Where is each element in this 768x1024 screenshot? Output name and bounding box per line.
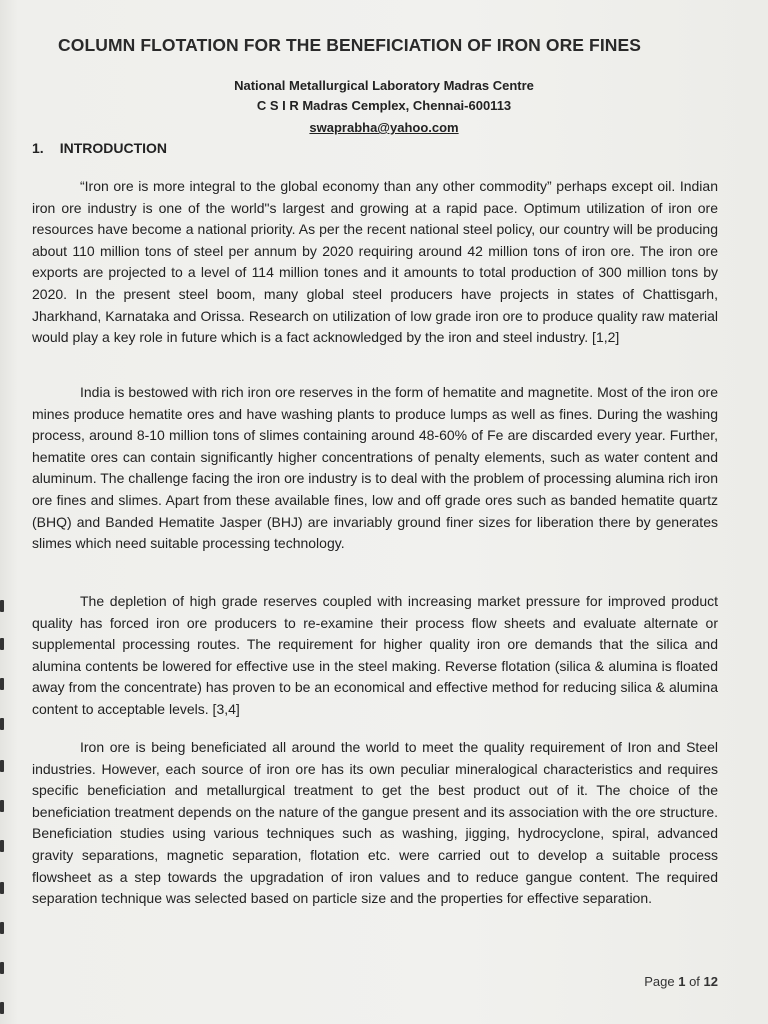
author-email: swaprabha@yahoo.com: [309, 120, 459, 135]
affiliation-line-1: National Metallurgical Laboratory Madras Centre: [234, 78, 534, 93]
page-footer: [644, 974, 718, 989]
section-heading: [32, 140, 167, 156]
page-of: of: [689, 974, 700, 989]
page-label: Page: [644, 974, 675, 989]
section-number: 1.: [32, 140, 44, 156]
paragraph-3: The depletion of high grade reserves coupled with increasing market pressure for improved product quality has forced iron ore producers to re-examine their process flow sheets and evaluate alternate or supplemental processing routes. The requirement for higher quality iron ore demands that the silica and alumina contents be lowered for effective use in the steel making. Reverse flotation (silica & alumina is floated away from the concentrate) has proven to be an economical and effective method for reducing silica & alumina content to acceptable levels. [3,4]: [32, 593, 718, 717]
paragraph-1: “Iron ore is more integral to the global economy than any other commodity” perhaps except oil. Indian iron ore industry is one of the world"s largest and growing at a rapid pace. Optimum utilization of iron ore resources have become a national priority. As per the recent national steel policy, our country will be producing about 110 million tons of steel per annum by 2020 requiring around 42 million tons of iron ore. The iron ore exports are projected to a level of 114 million tones and it amounts to total production of 300 million tons by 2020. In the present steel boom, many global steel producers have projects in states of Chattisgarh, Jharkhand, Karnataka and Orissa. Research on utilization of low grade iron ore to produce quality raw material would play a key role in future which is a fact acknowledged by the iron and steel industry. [1,2]: [32, 178, 718, 346]
paragraph-4: Iron ore is being beneficiated all around the world to meet the quality requirement of Iron and Steel industries. However, each source of iron ore has its own peculiar mineralogical characteristics and requires specific beneficiation and metallurgical treatment to get the best product out of it. The choice of the beneficiation treatment depends on the nature of the gangue present and its association with the ore structure. Beneficiation studies using various techniques such as washing, jigging, hydrocyclone, spiral, advanced gravity separations, magnetic separation, flotation etc. were carried out to develop a suitable process flowsheet as a step towards the upgradation of iron values and to reduce gangue content. The required separation technique was selected based on particle size and the properties for effective separation.: [32, 739, 718, 907]
paragraph-2: India is bestowed with rich iron ore reserves in the form of hematite and magnetite. Most of the iron ore mines produce hematite ores and have washing plants to produce lumps as well as fines. During the washing process, around 8-10 million tons of slimes containing around 48-60% of Fe are discarded every year. Further, hematite ores can contain significantly higher concentrations of penalty elements, such as water content and aluminum. The challenge facing the iron ore industry is to deal with the problem of processing alumina rich iron ore fines and slimes. Apart from these available fines, low and off grade ores such as banded hematite quartz (BHQ) and Banded Hematite Jasper (BHJ) are invariably ground finer sizes for liberation there by generates slimes which need suitable processing technology.: [32, 384, 718, 552]
paper-title: COLUMN FLOTATION FOR THE BENEFICIATION OF IRON ORE FINES: [58, 35, 642, 55]
section-title: INTRODUCTION: [59, 140, 168, 156]
page-current: 1: [678, 974, 686, 989]
binding-edge-marks: [0, 600, 6, 1020]
page-total: 12: [703, 974, 718, 989]
affiliation-line-2: C S I R Madras Cemplex, Chennai-600113: [256, 98, 512, 113]
